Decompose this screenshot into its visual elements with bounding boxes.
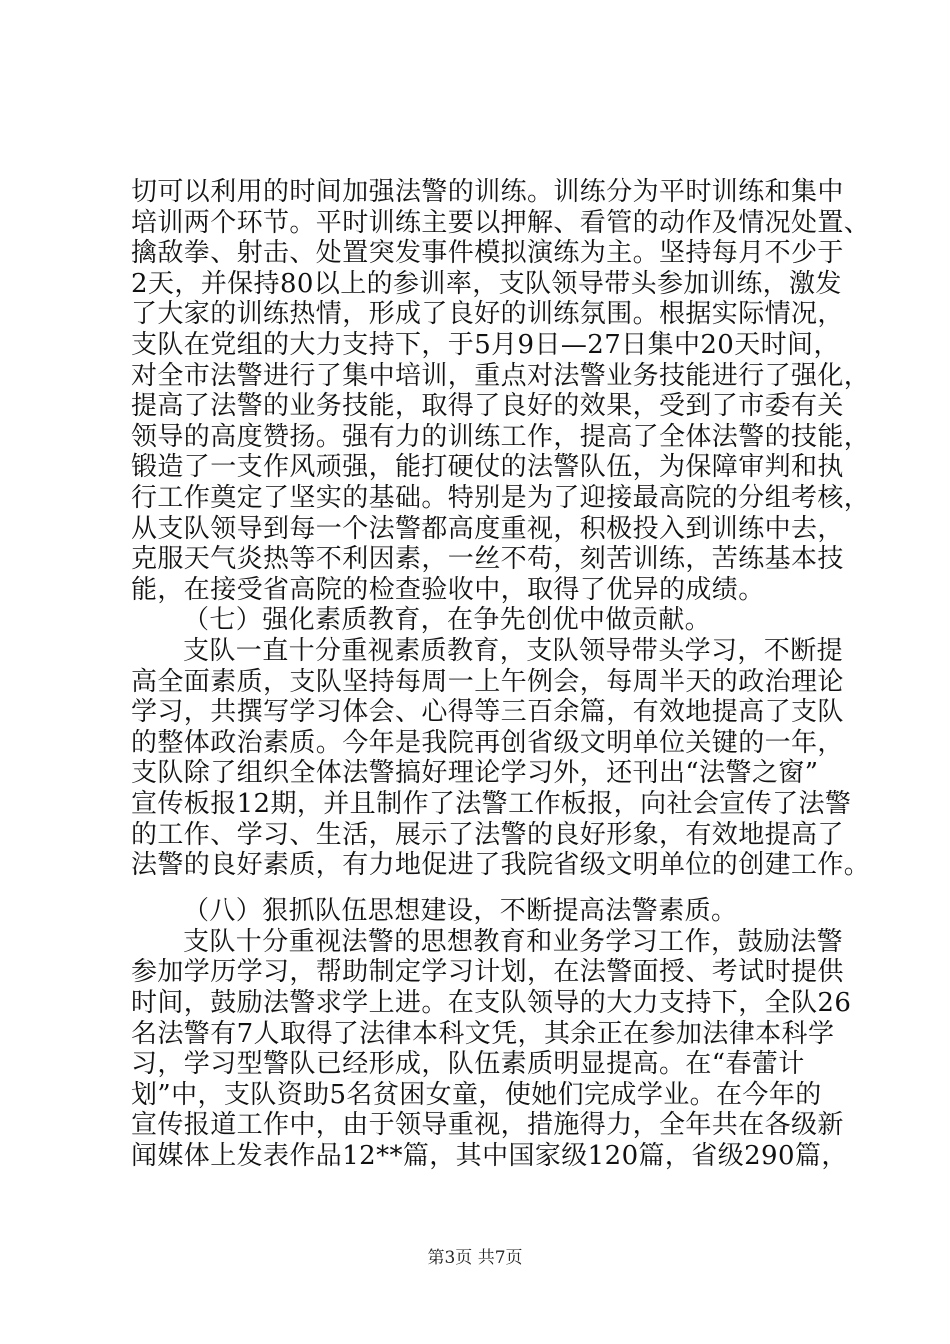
section-heading-8: （八）狠抓队伍思想建设，不断提高法警素质。	[183, 896, 738, 926]
page-footer: 第3页 共7页	[427, 1248, 523, 1268]
body-line: 支队一直十分重视素质教育，支队领导带头学习，不断提	[183, 636, 844, 666]
body-line: 闻媒体上发表作品12**篇，其中国家级120篇，省级290篇，	[131, 1141, 848, 1171]
section-heading-7: （七）强化素质教育，在争先创优中做贡献。	[183, 605, 712, 635]
body-line: 支队在党组的大力支持下，于5月9日—27日集中20天时间，	[131, 330, 840, 360]
body-line: 名法警有7人取得了法律本科文凭，其余正在参加法律本科学	[131, 1019, 835, 1049]
body-line: 从支队领导到每一个法警都高度重视，积极投入到训练中去，	[131, 514, 844, 544]
body-line: 的工作、学习、生活，展示了法警的良好形象，有效地提高了	[131, 820, 844, 850]
body-line: 切可以利用的时间加强法警的训练。训练分为平时训练和集中	[131, 177, 844, 207]
body-line: 习，学习型警队已经形成，队伍素质明显提高。在“春蕾计	[131, 1049, 805, 1079]
body-line: 支队十分重视法警的思想教育和业务学习工作，鼓励法警	[183, 927, 844, 957]
body-line: 高全面素质，支队坚持每周一上午例会，每周半天的政治理论	[131, 667, 844, 697]
body-line: 2天，并保持80以上的参训率，支队领导带头参加训练，激发	[131, 269, 842, 299]
body-line: 的整体政治素质。今年是我院再创省级文明单位关键的一年，	[131, 728, 844, 758]
body-line: 宣传板报12期，并且制作了法警工作板报，向社会宣传了法警	[131, 789, 852, 819]
body-line: 学习，共撰写学习体会、心得等三百余篇，有效地提高了支队	[131, 697, 844, 727]
body-line: 锻造了一支作风顽强，能打硬仗的法警队伍，为保障审判和执	[131, 452, 844, 482]
body-line: 擒敌拳、射击、处置突发事件模拟演练为主。坚持每月不少于	[131, 238, 844, 268]
body-line: 对全市法警进行了集中培训，重点对法警业务技能进行了强化，	[131, 361, 871, 391]
body-line: 行工作奠定了坚实的基础。特别是为了迎接最高院的分组考核，	[131, 483, 871, 513]
body-line: 法警的良好素质，有力地促进了我院省级文明单位的创建工作。	[131, 850, 871, 880]
body-line: 提高了法警的业务技能，取得了良好的效果，受到了市委有关	[131, 391, 844, 421]
body-line: 支队除了组织全体法警搞好理论学习外，还刊出“法警之窗”	[131, 758, 819, 788]
body-line: 克服天气炎热等不利因素，一丝不苟，刻苦训练，苦练基本技	[131, 544, 844, 574]
body-line: 划”中，支队资助5名贫困女童，使她们完成学业。在今年的	[131, 1080, 822, 1110]
body-line: 了大家的训练热情，形成了良好的训练氛围。根据实际情况，	[131, 299, 844, 329]
body-line: 培训两个环节。平时训练主要以押解、看管的动作及情况处置、	[131, 208, 871, 238]
body-line: 宣传报道工作中，由于领导重视，措施得力，全年共在各级新	[131, 1110, 844, 1140]
body-line: 领导的高度赞扬。强有力的训练工作，提高了全体法警的技能，	[131, 422, 871, 452]
body-line: 能，在接受省高院的检查验收中，取得了优异的成绩。	[131, 575, 765, 605]
body-line: 参加学历学习，帮助制定学习计划，在法警面授、考试时提供	[131, 957, 844, 987]
body-line: 时间，鼓励法警求学上进。在支队领导的大力支持下，全队26	[131, 988, 852, 1018]
